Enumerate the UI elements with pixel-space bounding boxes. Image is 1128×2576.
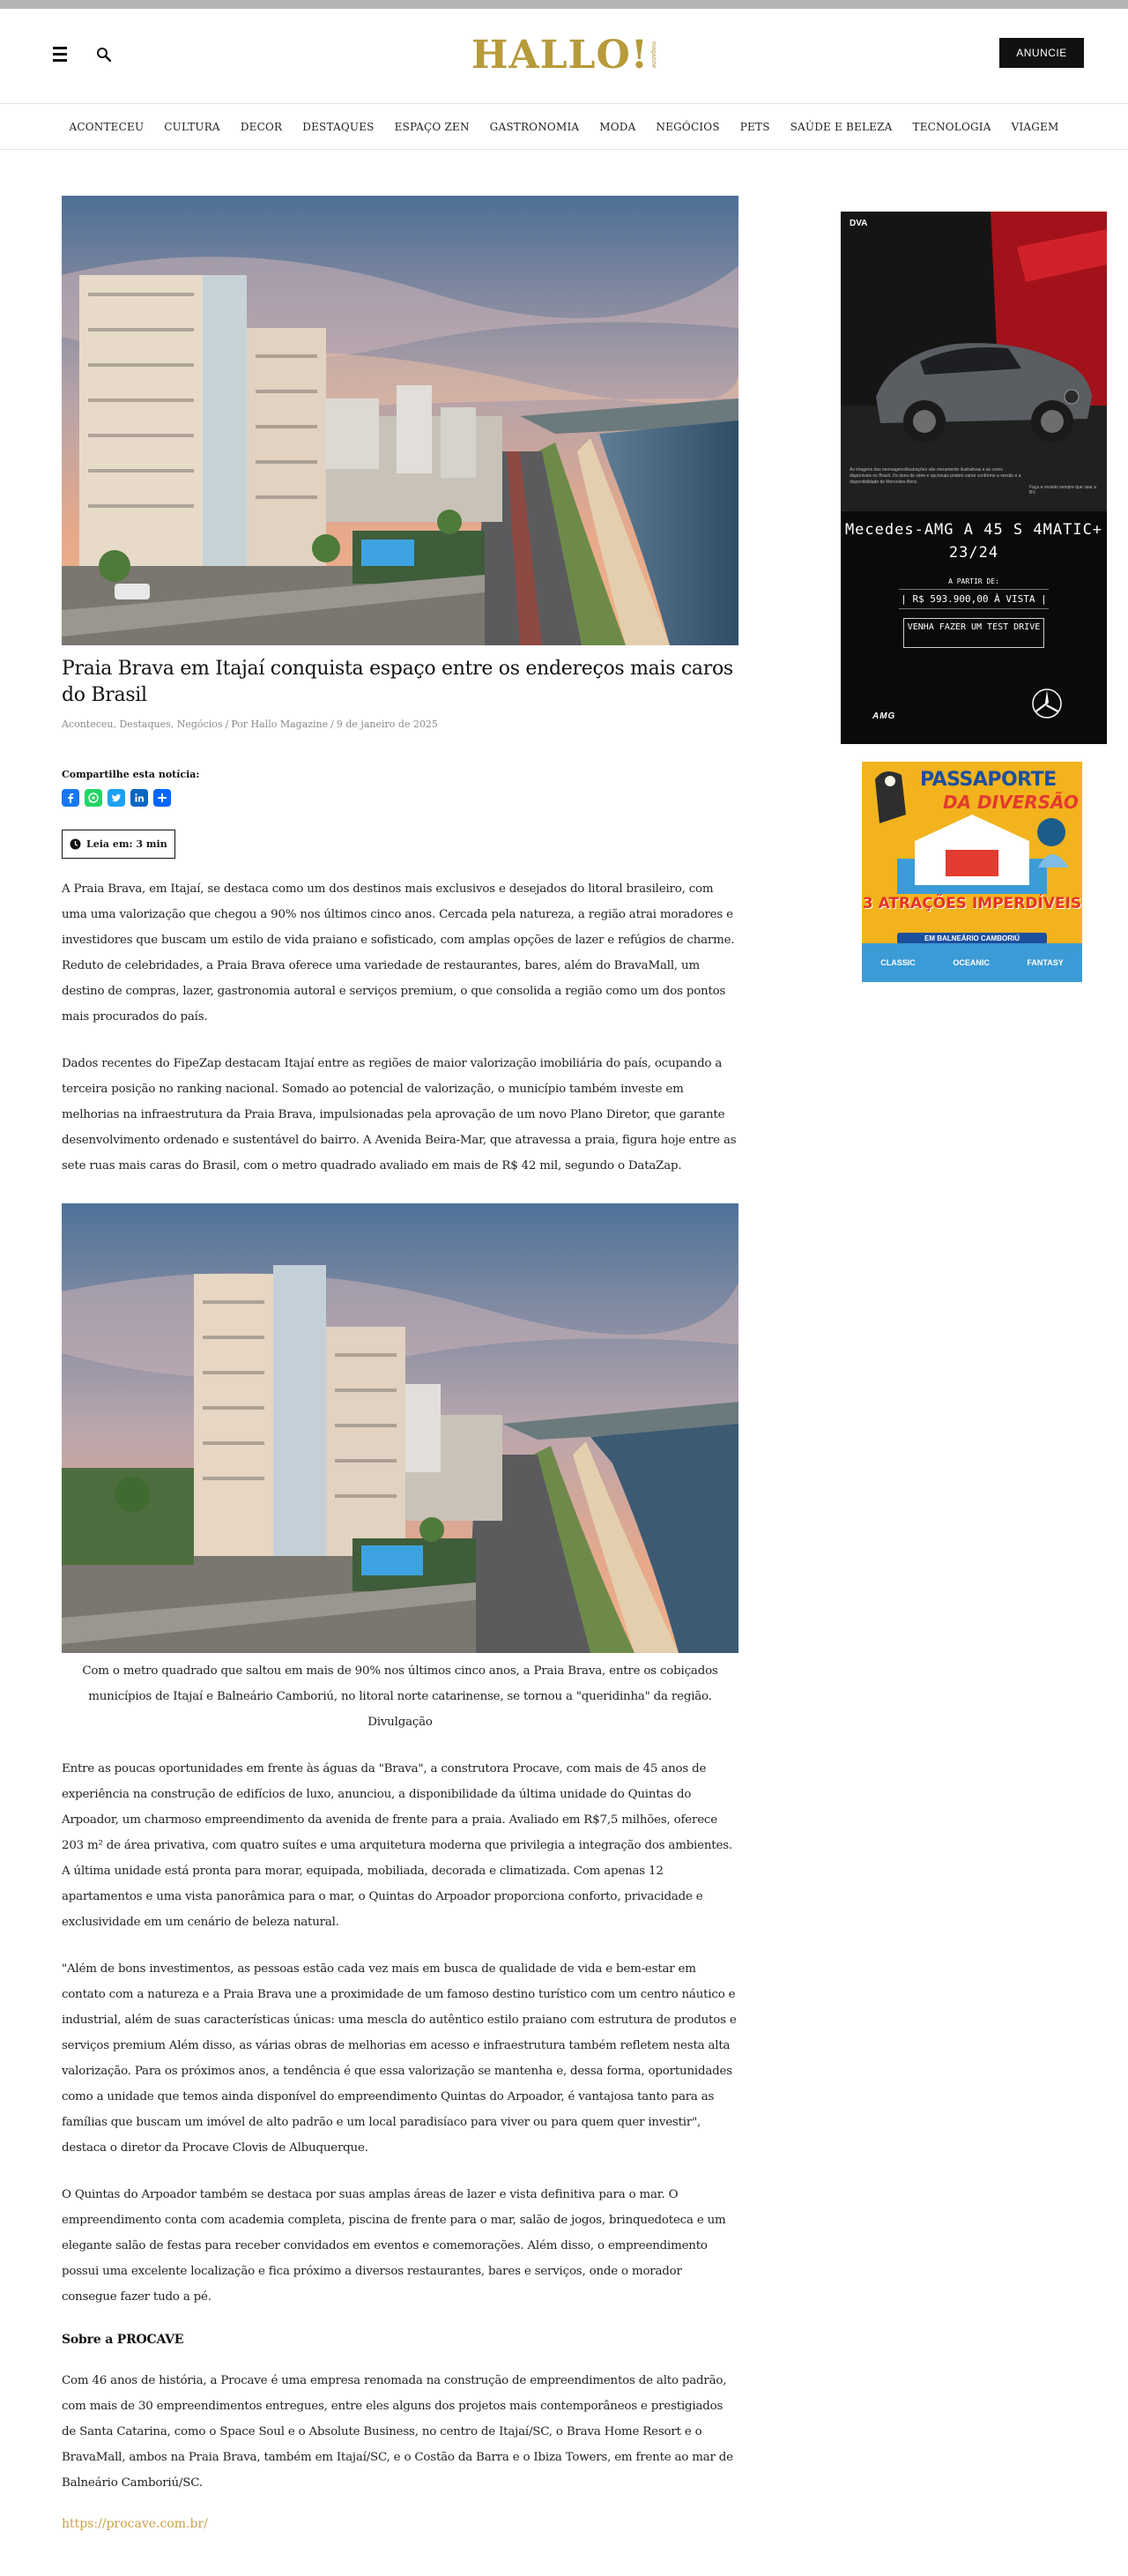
passaporte-headline: 3 ATRAÇÕES IMPERDÍVEIS (862, 895, 1082, 912)
share-buttons (62, 789, 738, 807)
price-prefix: A PARTIR DE: (948, 577, 999, 585)
twitter-icon[interactable] (108, 789, 125, 807)
brand-classic: CLASSIC (880, 958, 916, 967)
search-icon[interactable] (95, 46, 113, 63)
nav-item-espaco-zen[interactable]: ESPAÇO ZEN (394, 120, 470, 133)
brand-oceanic: OCEANIC (953, 958, 990, 967)
nav-item-viagem[interactable]: VIAGEM (1011, 120, 1059, 133)
top-grey-bar (0, 0, 1128, 9)
sidebar (841, 212, 1107, 982)
article-paragraph: Dados recentes do FipeZap destacam Itajaí entre as regiões de maior valorização imobiliária do país, ocupando a terceira posição no ranking nacional. Somado ao potencial de valorização, o município também investe em melhorias na infraestrutura da Praia Brava, impulsionadas pela aprovação de um novo Plano Diretor, que garante desenvolvimento ordenado e sustentável do bairro. A Avenida Beira-Mar, que atravessa a praia, figura hoje entre as sete ruas mais caras do Brasil, com o metro quadrado avaliado em mais de R$ 42 mil, segundo o DataZap. (62, 1057, 737, 1173)
article-paragraph: O Quintas do Arpoador também se destaca por suas amplas áreas de lazer e vista definitiva para o mar. O empreendimento conta com academia completa, piscina de frente para o mar, salão de jogos, brinquedoteca e um elegante salão de festas para receber convidados em eventos e comemorações. Além disso, o empreendimento possui uma excelente localização e fica próximo a diversos restaurantes, bares e serviços, onde o morador consegue fazer tudo a pé. (62, 2188, 726, 2304)
car-model-name: Mecedes-AMG A 45 S 4MATIC+ 23/24 (844, 521, 1103, 562)
article-author[interactable]: Por Hallo Magazine (231, 718, 329, 731)
content-image (62, 1203, 738, 1653)
ad-fine-print: As imagens das mensagens/ilustrações são meramente ilustrativas e as cores disponíveis no Brasil. Os itens de série e opcionais podem variar conforme a versão e a disponibilidade do Mercedes-Benz. (850, 467, 1021, 485)
procave-link[interactable]: https://procave.com.br/ (62, 2517, 208, 2532)
section-heading: Sobre a PROCAVE (62, 2333, 184, 2348)
article-title: Praia Brava em Itajaí conquista espaço entre os endereços mais caros do Brasil (62, 658, 733, 706)
passaporte-brands (862, 943, 1082, 982)
article-paragraph: Entre as poucas oportunidades em frente às águas da "Brava", a construtora Procave, com mais de 45 anos de experiência na construção de edifícios de luxo, anunciou, a disponibilidade da última unidade do Quintas do Arpoador, um charmoso empreendimento da avenida de frente para a praia. Avaliado em R$7,5 milhões, oferece 203 m² de área privativa, com quatro suítes e uma arquitetura moderna que privilegia a integração dos ambientes. A última unidade está pronta para morar, equipada, mobiliada, decorada e climatizada. Com apenas 12 apartamentos e uma vista panorâmica para o mar, o Quintas do Arpoador proporciona conforto, privacidade e exclusividade em um cenário de beleza natural. (62, 1762, 732, 1930)
ad-fine-print-2: Faça a revisão sempre que usar a BV. (1029, 485, 1096, 495)
nav-item-moda[interactable]: MODA (599, 120, 636, 133)
nav-item-gastronomia[interactable]: GASTRONOMIA (489, 120, 580, 133)
image-caption: Com o metro quadrado que saltou em mais de 90% nos últimos cinco anos, a Praia Brava, entre os cobiçados municípios de Itajaí e Balneário Camboriú, no litoral norte catarinense, se tornou a "queridinha" da região. Divulgação (82, 1664, 718, 1730)
nav-item-tecnologia[interactable]: TECNOLOGIA (912, 120, 991, 133)
passaporte-subtitle: DA DIVERSÃO (943, 792, 1079, 813)
nav-item-negocios[interactable]: NEGÓCIOS (656, 120, 720, 133)
hero-image (62, 196, 738, 645)
logo-text: HALLO! (471, 32, 649, 78)
facebook-icon[interactable] (62, 789, 79, 807)
article-main (62, 196, 738, 2531)
logo-subtext: magazine (650, 41, 657, 69)
brand-fantasy: FANTASY (1027, 958, 1064, 967)
passaporte-title: PASSAPORTE (920, 769, 1057, 791)
hamburger-icon[interactable] (53, 47, 72, 63)
dva-logo: DVA (850, 219, 868, 228)
car-price: | R$ 593.900,00 À VISTA | (899, 589, 1049, 609)
nav-item-cultura[interactable]: CULTURA (164, 120, 220, 133)
passaporte-location: EM BALNEÁRIO CAMBORIÚ (897, 933, 1047, 944)
article-meta: Aconteceu, Destaques, Negócios / Por Hallo Magazine / 9 de janeiro de 2025 (62, 718, 438, 731)
mercedes-star-icon (1031, 688, 1063, 719)
article-date: 9 de janeiro de 2025 (336, 718, 438, 731)
article-paragraph: A Praia Brava, em Itajaí, se destaca como um dos destinos mais exclusivos e desejados do litoral brasileiro, com uma uma valorização que chegou a 90% nos últimos cinco anos. Cercada pela natureza, a região atrai moradores e investidores que buscam um estilo de vida praiano e sofisticado, com amplas opções de lazer e refúgios de charme. Reduto de celebridades, a Praia Brava oferece uma variedade de restaurantes, bares, além do BravaMall, um destino de compras, lazer, gastronomia autoral e serviços premium, o que consolida a região como um dos pontos mais procurados do país. (62, 882, 735, 1024)
site-header (0, 9, 1128, 104)
article-paragraph: Com 46 anos de história, a Procave é uma empresa renomada na construção de empreendimentos de alto padrão, com mais de 30 empreendimentos entregues, entre eles alguns dos projetos mais contemporâneos e prestigiados de Santa Catarina, como o Space Soul e o Absolute Business, no centro de Itajaí/SC, o Brava Home Resort e o BravaMall, ambos na Praia Brava, também em Itajaí/SC, e o Costão da Barra e o Ibiza Towers, em frente ao mar de Balneário Camboriú/SC. (62, 2374, 733, 2490)
test-drive-button[interactable]: VENHA FAZER UM TEST DRIVE (903, 618, 1044, 648)
nav-item-aconteceu[interactable]: ACONTECEU (69, 120, 145, 133)
car-advertisement[interactable] (841, 212, 1107, 744)
nav-item-destaques[interactable]: DESTAQUES (302, 120, 375, 133)
whatsapp-icon[interactable] (85, 789, 102, 807)
clock-icon (70, 838, 81, 850)
share-plus-icon[interactable] (153, 789, 171, 807)
anuncie-button[interactable]: ANUNCIE (999, 38, 1084, 68)
article-paragraph: "Além de bons investimentos, as pessoas estão cada vez mais em busca de qualidade de vida e bem-estar em contato com a natureza e a Praia Brava une a proximidade de um famoso destino turístico com um centro náutico e industrial, além de suas características únicas: uma mescla do autêntico estilo praiano com estrutura de produtos e serviços premium Além disso, as várias obras de melhorias em acesso e infraestrutura também refletem nesta alta valorização. Para os próximos anos, a tendência é que essa valorização se mantenha e, dessa forma, oportunidades como a unidade que temos ainda disponível do empreendimento Quintas do Arpoador, é vantajosa tanto para as famílias que buscam um imóvel de alto padrão e um local paradisíaco para viver ou para quem quer investir", destaca o diretor da Procave Clovis de Albuquerque. (62, 1962, 737, 2155)
linkedin-icon[interactable] (130, 789, 148, 807)
site-logo[interactable] (467, 26, 661, 83)
car-ad-image (841, 212, 1107, 511)
nav-item-decor[interactable]: DECOR (240, 120, 283, 133)
nav-item-pets[interactable]: PETS (739, 120, 770, 133)
share-label: Compartilhe esta notícia: (62, 769, 200, 781)
read-time-text: Leia em: 3 min (86, 838, 167, 851)
passaporte-advertisement[interactable] (862, 762, 1082, 982)
read-time-badge (62, 830, 175, 859)
main-nav (0, 104, 1128, 150)
nav-item-saude-e-beleza[interactable]: SAÚDE E BELEZA (790, 120, 893, 133)
article-categories[interactable]: Aconteceu, Destaques, Negócios (62, 718, 223, 731)
amg-logo: AMG (872, 711, 896, 721)
